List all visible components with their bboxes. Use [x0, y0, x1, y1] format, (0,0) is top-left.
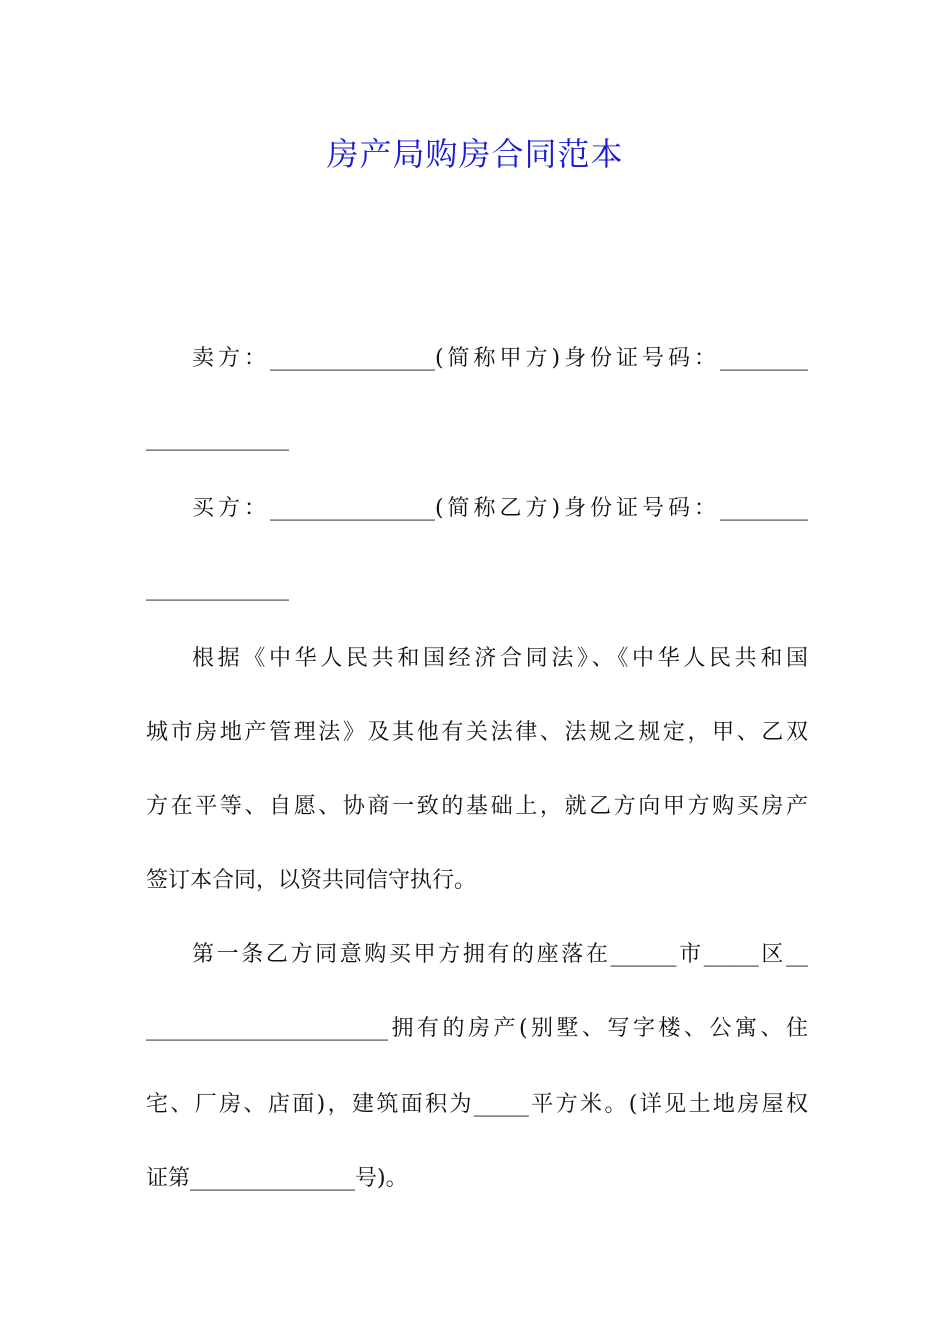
buyer-line: 买方：_______________(简称乙方)身份证号码：________ — [192, 496, 808, 521]
article-one-line-2: ______________________拥有的房产(别墅、写字楼、公寓、住 — [146, 1016, 808, 1041]
article-one-line-1: 第一条乙方同意购买甲方拥有的座落在______市_____区__ — [192, 942, 808, 967]
article-one-line-3: 宅、厂房、店面)，建筑面积为_____平方米。(详见土地房屋权 — [146, 1092, 808, 1117]
preamble-line-2: 城市房地产管理法》及其他有关法律、法规之规定，甲、乙双 — [146, 720, 808, 745]
seller-line: 卖方：_______________(简称甲方)身份证号码：________ — [192, 346, 808, 371]
document-title: 房产局购房合同范本 — [326, 135, 624, 173]
preamble-line-3: 方在平等、自愿、协商一致的基础上，就乙方向甲方购买房产 — [146, 794, 808, 819]
preamble-line-4: 签订本合同，以资共同信守执行。 — [146, 868, 477, 893]
buyer-id-continuation: _____________ — [146, 576, 289, 601]
preamble-line-1: 根据《中华人民共和国经济合同法》、《中华人民共和国 — [192, 646, 808, 671]
article-one-line-4: 证第_______________号)。 — [146, 1166, 408, 1191]
seller-id-continuation: _____________ — [146, 426, 289, 451]
